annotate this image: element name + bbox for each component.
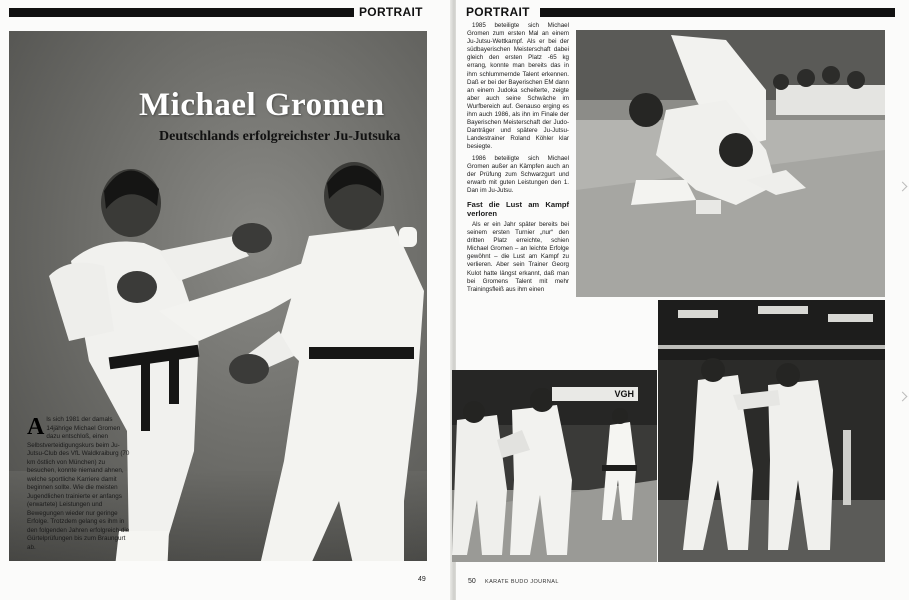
photo-sparring-illustration	[658, 300, 885, 562]
drop-cap: A	[27, 414, 45, 440]
section-heading: Fast die Lust am Kampf verloren	[467, 199, 569, 218]
body-paragraph-3: Als er ein Jahr später bereits bei seinem ersten Turnier „nur“ den dritten Platz erreichte, schien Michael Gromen – an leichte Erfolge gewöhnt – die Lust am Kampf zu verlieren. Aber sein Trainer Georg Kulot hatte längst erkannt, daß man bei Gromens Talent mit mehr Trainingsfleiß aus ihm einen	[467, 220, 569, 293]
lead-paragraph	[27, 416, 132, 552]
hero-photo	[9, 31, 427, 561]
header-rule-right	[540, 8, 895, 17]
header-rule-left	[9, 8, 354, 17]
left-page	[0, 0, 452, 600]
lead-text: ls sich 1981 der damals 14jährige Michael Gromen dazu entschloß, einen Selbstverteidigungskurs beim Ju-Jutsu-Club des VfL Waldkraiburg (70 km östlich von München) zu besuchen, konnte niemand ahnen, welche sportliche Karriere damit beginnen sollte. Wie die meisten Jugendlichen trainierte er anfangs (erwartete) Leistungen und Bewegungen wieder nur geringe Erfolge. Trotzdem gelang es ihm in den folgenden Jahren erfolgreich die Gürtelprüfungen bis zum Braungurt ab.	[27, 416, 130, 551]
article-title: Michael Gromen	[139, 87, 385, 123]
photo-throw	[576, 30, 885, 297]
sponsor-banner: VGH	[552, 387, 638, 401]
photo-match	[452, 370, 657, 562]
journal-name: KARATE BUDO JOURNAL	[485, 579, 559, 585]
page-number-left: 49	[418, 576, 426, 583]
section-kicker-left: PORTRAIT	[359, 5, 423, 19]
body-paragraph-2: 1986 beteiligte sich Michael Gromen außer an Kämpfen auch an der Prüfung zum Schwarzgurt und erwarb mit guten Leistungen den 1. Dan im Ju-Jutsu.	[467, 154, 569, 194]
photo-throw-illustration	[576, 30, 885, 297]
section-kicker-right: PORTRAIT	[466, 5, 530, 19]
body-paragraph-1: 1985 beteiligte sich Michael Gromen zum ersten Mal an einem Ju-Jutsu-Wettkampf. Als er bei der südbayerischen Meisterschaft dabei gleich den ersten Platz -65 kg errang, konnte man bereits das in ihm schlummernde Talent erkennen. Daß er bei der Bayerischen EM dann an einem Judoka scheiterte, zeigte aber auch seine Schwäche im Wurfbereich auf. Genauso erging es ihm auch 1986, als ihn im Finale der Bayerischen Meisterschaft der Judo-Danträger und spätere Ju-Jutsu-Landestrainer Roland Köhler klar besiegte.	[467, 22, 569, 151]
article-subtitle: Deutschlands erfolgreichster Ju-Jutsuka	[159, 129, 401, 144]
article-column	[467, 22, 569, 297]
photo-sparring	[658, 300, 885, 562]
page-number-right: 50	[468, 578, 476, 585]
